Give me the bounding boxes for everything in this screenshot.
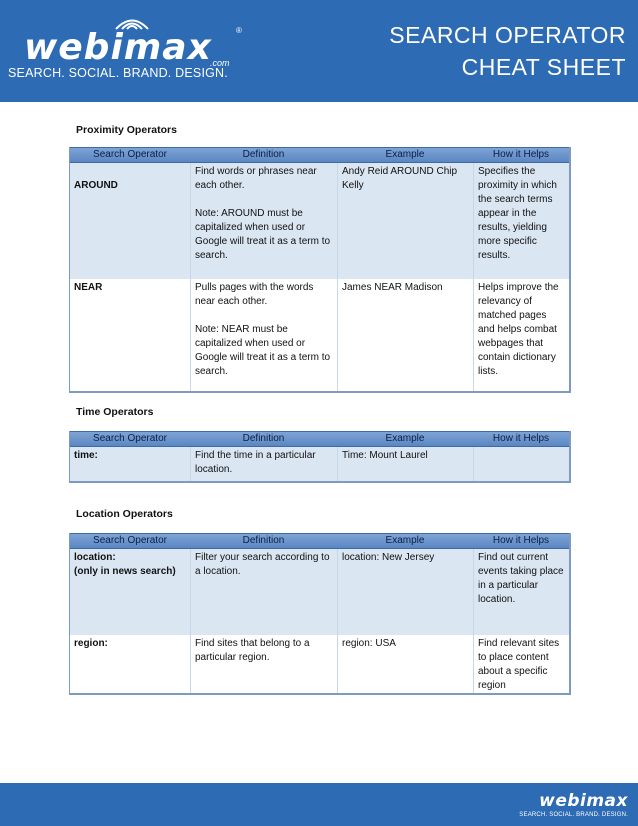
definition-cell: Find the time in a particular location. [190, 447, 337, 481]
how-it-helps-cell [473, 447, 569, 481]
operator-cell: time: [74, 450, 98, 461]
operator-cell: AROUND [74, 180, 118, 191]
webimax-logo [24, 14, 254, 66]
table-row [70, 279, 569, 391]
example-cell: James NEAR Madison [337, 279, 473, 391]
col-header-operator: Search Operator [93, 149, 167, 160]
operator-name: location: [74, 552, 116, 563]
col-header-how-it-helps: How it Helps [492, 535, 550, 546]
col-header-definition: Definition [242, 149, 285, 160]
definition-text: Find words or phrases near each other. [195, 166, 317, 191]
col-header-definition: Definition [242, 433, 285, 444]
table-row [70, 549, 569, 635]
table-row [70, 447, 569, 481]
example-cell: region: USA [337, 635, 473, 693]
logo-wordmark: webimax [24, 27, 212, 68]
example-cell: Time: Mount Laurel [337, 447, 473, 481]
footer-tagline: SEARCH. SOCIAL. BRAND. DESIGN. [519, 812, 628, 818]
proximity-operators-table [69, 147, 571, 393]
operator-cell [70, 549, 190, 635]
definition-note: Note: AROUND must be capitalized when used or Google will treat it as a term to search. [195, 208, 331, 261]
operator-cell: region: [74, 638, 108, 649]
time-operators-table [69, 431, 571, 483]
header-banner [0, 0, 638, 102]
col-header-example: Example [385, 535, 425, 546]
example-cell: Andy Reid AROUND Chip Kelly [337, 163, 473, 279]
page-title-line1: SEARCH OPERATOR [389, 22, 626, 48]
how-it-helps-cell: Helps improve the relevancy of matched pages and helps combat webpages that contain dictionary lists. [473, 279, 569, 391]
operator-cell: NEAR [74, 282, 103, 293]
table-row [70, 635, 569, 693]
table-header [70, 431, 569, 447]
section-title-time: Time Operators [76, 406, 154, 418]
col-header-how-it-helps: How it Helps [492, 433, 550, 444]
definition-cell: Find sites that belong to a particular region. [190, 635, 337, 693]
table-header [70, 147, 569, 163]
example-cell: location: New Jersey [337, 549, 473, 635]
definition-note: Note: NEAR must be capitalized when used or Google will treat it as a term to search. [195, 324, 331, 377]
location-operators-table [69, 533, 571, 695]
col-header-how-it-helps: How it Helps [492, 149, 550, 160]
page-title-line2: CHEAT SHEET [461, 54, 626, 80]
col-header-operator: Search Operator [93, 535, 167, 546]
col-header-example: Example [385, 149, 425, 160]
section-title-location: Location Operators [76, 508, 173, 520]
footer-banner [0, 783, 638, 826]
table-header [70, 533, 569, 549]
logo-registered-mark: ® [236, 26, 242, 35]
how-it-helps-cell: Find relevant sites to place content about a specific region [473, 635, 569, 693]
footer-logo: webimax [539, 791, 628, 811]
definition-cell [190, 163, 337, 279]
col-header-example: Example [385, 433, 425, 444]
section-title-proximity: Proximity Operators [76, 124, 177, 136]
header-tagline: SEARCH. SOCIAL. BRAND. DESIGN. [8, 66, 228, 80]
how-it-helps-cell: Specifies the proximity in which the search terms appear in the results, yielding more specific results. [473, 163, 569, 279]
how-it-helps-cell: Find out current events taking place in a particular location. [473, 549, 569, 635]
definition-cell: Filter your search according to a location. [190, 549, 337, 635]
col-header-operator: Search Operator [93, 433, 167, 444]
table-row [70, 163, 569, 279]
col-header-definition: Definition [242, 535, 285, 546]
logo-domain: .com [210, 58, 230, 68]
definition-text: Pulls pages with the words near each other. [195, 282, 314, 307]
operator-note: (only in news search) [74, 566, 176, 577]
definition-cell [190, 279, 337, 391]
